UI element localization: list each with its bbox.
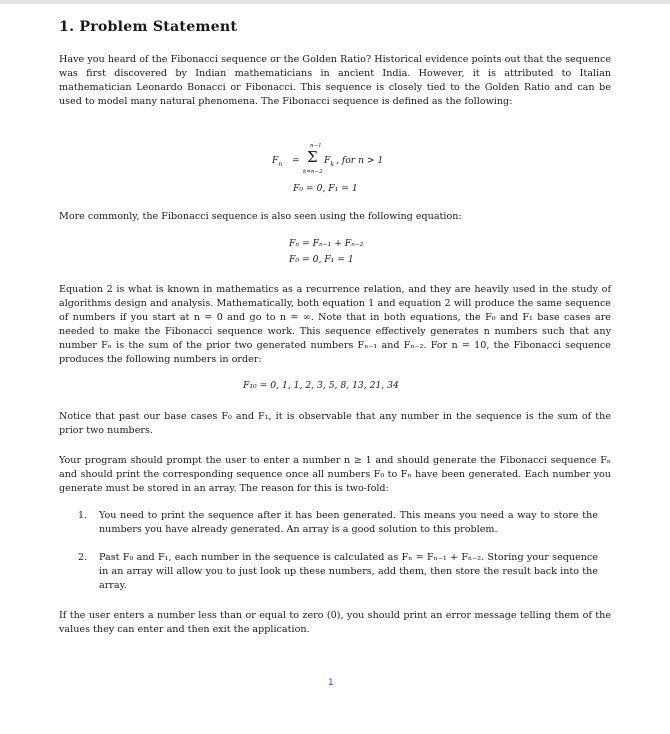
paragraph-2: More commonly, the Fibonacci sequence is also seen using the following equation:	[59, 211, 462, 222]
eq1-upper-limit: n−1	[310, 143, 322, 149]
paragraph-3: Equation 2 is what is known in mathematics as a recurrence relation, and they are heavily used in the study of algorithms design and analysis. Mathematically, both equation 1 and equation 2 will produce the same sequence of numbers if you start at n = 0 and go to n = ∞. Note that in both equations, the F₀ and F₁ base cases are needed to make the Fibonacci sequence work. This sequence effectively generates n numbers such that any number Fₙ is the sum of the prior two generated numbers Fₙ₋₁ and Fₙ₋₂. For n = 10, the Fibonacci sequence produces the following numbers in order:	[59, 284, 611, 365]
equation-3: F₁₀ = 0, 1, 1, 2, 3, 5, 8, 13, 21, 34	[243, 380, 399, 391]
list-item-number: 1.	[78, 510, 88, 521]
eq1-base-cases: F₀ = 0, F₁ = 1	[293, 183, 358, 194]
eq1-equals: =	[292, 155, 300, 166]
paragraph-6: If the user enters a number less than or equal to zero (0), you should print an error message telling them of the values they can enter and then exit the application.	[59, 610, 611, 635]
eq2-line2: F₀ = 0, F₁ = 1	[289, 254, 354, 265]
list-item-text: You need to print the sequence after it has been generated. This means you need a way to store the numbers you have already generated. An array is a good solution to this problem.	[99, 510, 598, 535]
list-item-text: Past F₀ and F₁, each number in the sequence is calculated as Fₙ = Fₙ₋₁ + Fₙ₋₂. Storing your sequence in an array will allow you to just look up these numbers, add them, then store the result back into the array.	[99, 552, 598, 591]
list-item	[78, 551, 598, 593]
eq1-term: $F_k$	[324, 155, 335, 168]
eq1-condition: , for n > 1	[336, 155, 384, 166]
list-item	[78, 509, 598, 537]
paragraph-4: Notice that past our base cases F₀ and F₁, it is observable that any number in the sequence is the sum of the prior two numbers.	[59, 411, 611, 436]
intro-paragraph: Have you heard of the Fibonacci sequence or the Golden Ratio? Historical evidence points out that the sequence was first discovered by Indian mathematicians in ancient India. However, it is attributed to Italian mathematician Leonardo Bonacci or Fibonacci. This sequence is closely tied to the Golden Ratio and can be used to model many natural phenomena. The Fibonacci sequence is defined as the following:	[59, 54, 611, 107]
eq1-sigma: Σ	[307, 148, 318, 166]
eq1-lower-limit: k=n−2	[303, 169, 323, 175]
section-heading: 1. Problem Statement	[59, 19, 238, 35]
eq2-line1: Fₙ = Fₙ₋₁ + Fₙ₋₂	[289, 238, 364, 249]
list-item-number: 2.	[78, 552, 88, 563]
page-number: 1	[328, 678, 334, 688]
paragraph-5: Your program should prompt the user to enter a number n ≥ 1 and should generate the Fibonacci sequence Fₙ and should print the corresponding sequence once all numbers F₀ to Fₙ have been generated. Each number you generate must be stored in an array. The reason for this is two-fold:	[59, 455, 611, 494]
top-border	[0, 0, 670, 4]
eq1-lhs: $F_n$	[272, 155, 283, 168]
